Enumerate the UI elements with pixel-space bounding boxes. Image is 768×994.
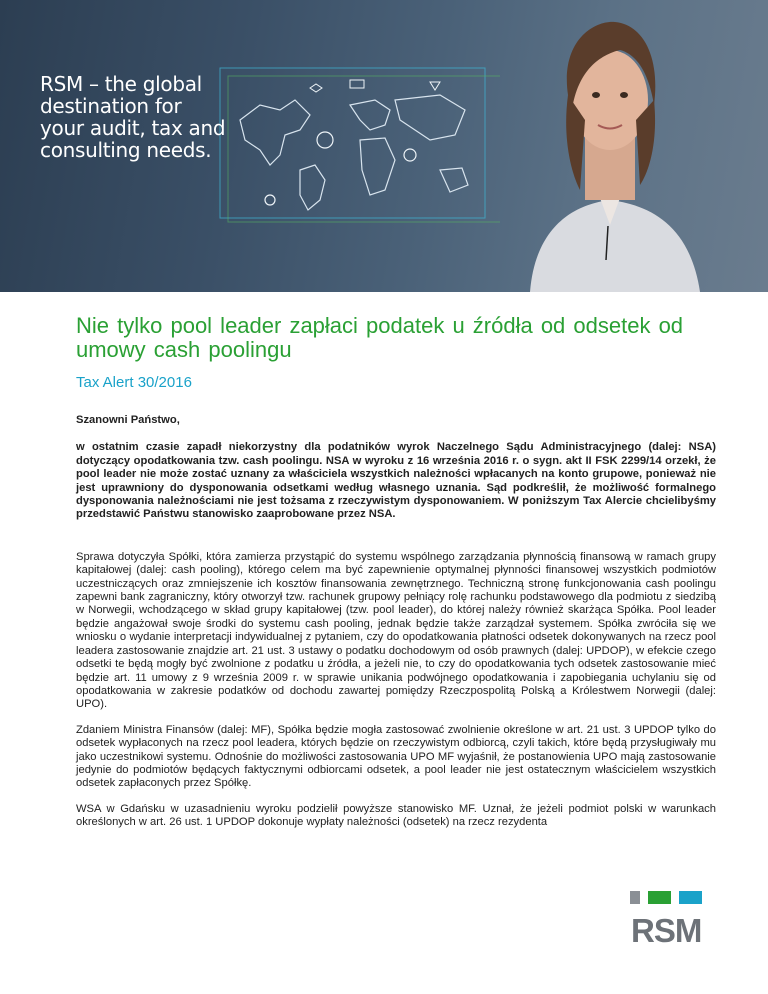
hero-tagline: RSM – the global destination for your audit, tax and consulting needs. <box>40 72 226 162</box>
logo-block-gray <box>630 891 640 904</box>
document-subtitle: Tax Alert 30/2016 <box>76 374 192 391</box>
document-title: Nie tylko pool leader zapłaci podatek u źródła od odsetek od umowy cash poolingu <box>76 313 684 362</box>
body-paragraph-3: WSA w Gdańsku w uzasadnieniu wyroku podzielił powyższe stanowisko MF. Uznał, że jeżeli podmiot polski w warunkach określonych w art. 26 ust. 1 UPDOP dokonuje wypłaty należności (odsetek) na rzecz rezydenta <box>76 802 716 829</box>
logo-block-green <box>648 891 671 904</box>
logo-block-blue <box>679 891 702 904</box>
body-paragraph-1: Sprawa dotyczyła Spółki, która zamierza przystąpić do systemu wspólnego zarządzania płynnością finansową w ramach grupy kapitałowej (dalej: cash pooling), którego celem ma być zapewnienie optymalnej płynności finansowej wszystkich podmiotów uczestniczących oraz zmniejszenie ich kosztów finansowania zewnętrznego. Techniczną stronę funkcjonowania cash poolingu zapewni bank zagraniczny, który otworzył tzw. rachunek grupowy pełniący rolę rachunku podstawowego dla podmiotu z siedzibą w Norwegii, wchodzącego w skład grupy kapitałowej (tzw. pool leader), do której należy również skarżąca Spółka. Pool leader będzie angażował swoje środki do systemu cash pooling, jednak będzie także zarządzał systemem. Spółka zwróciła się we wniosku o wydanie interpretacji indywidualnej z pytaniem, czy do opodatkowania płatności odsetek dokonywanych na rzecz pool leadera zastosowanie znajdzie art. 21 ust. 3 ustawy o podatku dochodowym od osób prawnych (dalej: UPDOP), w efekcie czego odsetki te będą mogły być zwolnione z podatku u źródła, a jeżeli nie, to czy do opodatkowania tych odsetek zastosowanie mieć będzie art. 11 umowy z 9 września 2009 r. w sprawie unikania podwójnego opodatkowania i zapobiegania uchylaniu się od opodatkowania w zakresie podatków od dochodu zawartej pomiędzy Rzeczpospolitą Polską a Królestwem Norwegii (dalej: UPO). <box>76 550 716 711</box>
portrait-photo <box>450 0 768 292</box>
hero-banner <box>0 0 768 292</box>
document-body <box>76 414 716 842</box>
rsm-logo-text: RSM <box>631 912 702 949</box>
body-paragraph-2: Zdaniem Ministra Finansów (dalej: MF), Spółka będzie mogła zastosować zwolnienie określone w art. 21 ust. 3 UPDOP tylko do odsetek wypłaconych na rzecz pool leadera, których będzie on rzeczywistym odbiorcą, czyli takich, które będą przysługiwały mu jako uczestnikowi systemu. Odnośnie do możliwości zastosowania UPO MF wyjaśnił, że postanowienia UPO mają zastosowanie jedynie do podmiotów będących faktycznymi odbiorcami odsetek, a pool leader nie jest ostatecznym właścicielem wszystkich odsetek zapłaconych przez Spółkę. <box>76 723 716 790</box>
greeting: Szanowni Państwo, <box>76 414 180 426</box>
lead-paragraph: w ostatnim czasie zapadł niekorzystny dla podatników wyrok Naczelnego Sądu Administracyjnego (dalej: NSA) dotyczący opodatkowania tzw. cash poolingu. NSA w wyroku z 16 września 2016 r. o sygn. akt II FSK 2299/14 orzekł, że pool leader nie może zostać uznany za właściciela wszystkich należności wpłacanych na konto grupowe, ponieważ nie jest uprawniony do dysponowania odsetkami według własnego uznania. Sąd podkreślił, że możliwość formalnego dysponowania należnościami nie jest tożsama z rzeczywistym dysponowaniem. W poniższym Tax Alercie chcielibyśmy przedstawić Państwu stanowisko zaaprobowane przez NSA. <box>76 441 716 521</box>
